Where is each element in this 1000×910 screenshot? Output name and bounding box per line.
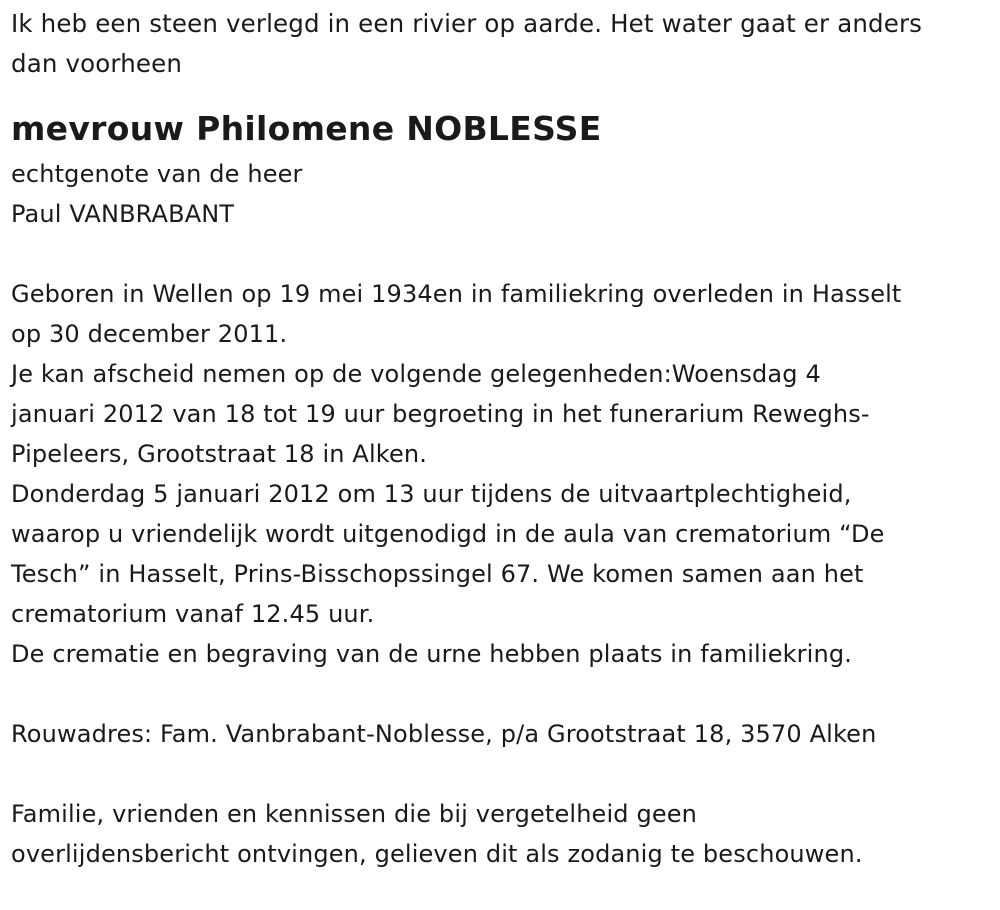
details-line: Donderdag 5 januari 2012 om 13 uur tijdens de uitvaartplechtigheid, — [11, 480, 852, 508]
mourning-address: Rouwadres: Fam. Vanbrabant-Noblesse, p/a Grootstraat 18, 3570 Alken — [11, 720, 877, 748]
details-line: Pipeleers, Grootstraat 18 in Alken. — [11, 440, 428, 468]
spouse-line: echtgenote van de heer — [11, 160, 303, 188]
spouse-line: Paul VANBRABANT — [11, 200, 235, 228]
details-line: januari 2012 van 18 tot 19 uur begroeting in het funerarium Reweghs- — [11, 400, 870, 428]
quote-line: Ik heb een steen verlegd in een rivier op aarde. Het water gaat er anders — [11, 9, 923, 38]
details-line: Je kan afscheid nemen op de volgende gelegenheden:Woensdag 4 — [11, 360, 821, 388]
details-line: crematorium vanaf 12.45 uur. — [11, 600, 375, 628]
closing-line: Familie, vrienden en kennissen die bij vergetelheid geen — [11, 800, 698, 828]
details-line: op 30 december 2011. — [11, 320, 288, 348]
quote-block — [11, 4, 996, 84]
quote-line: dan voorheen — [11, 49, 183, 78]
spacer — [11, 234, 996, 274]
closing-block — [11, 794, 996, 874]
details-line: De crematie en begraving van de urne hebben plaats in familiekring. — [11, 640, 853, 668]
closing-line: overlijdensbericht ontvingen, gelieven dit als zodanig te beschouwen. — [11, 840, 863, 868]
details-block — [11, 274, 996, 674]
details-line: Geboren in Wellen op 19 mei 1934en in familiekring overleden in Hasselt — [11, 280, 902, 308]
deceased-name: mevrouw Philomene NOBLESSE — [11, 109, 602, 148]
details-line: waarop u vriendelijk wordt uitgenodigd in de aula van crematorium “De — [11, 520, 885, 548]
spacer — [11, 674, 996, 714]
spouse-block — [11, 154, 996, 234]
obituary-notice — [11, 4, 996, 874]
spacer — [11, 754, 996, 794]
details-line: Tesch” in Hasselt, Prins-Bisschopssingel 67. We komen samen aan het — [11, 560, 864, 588]
